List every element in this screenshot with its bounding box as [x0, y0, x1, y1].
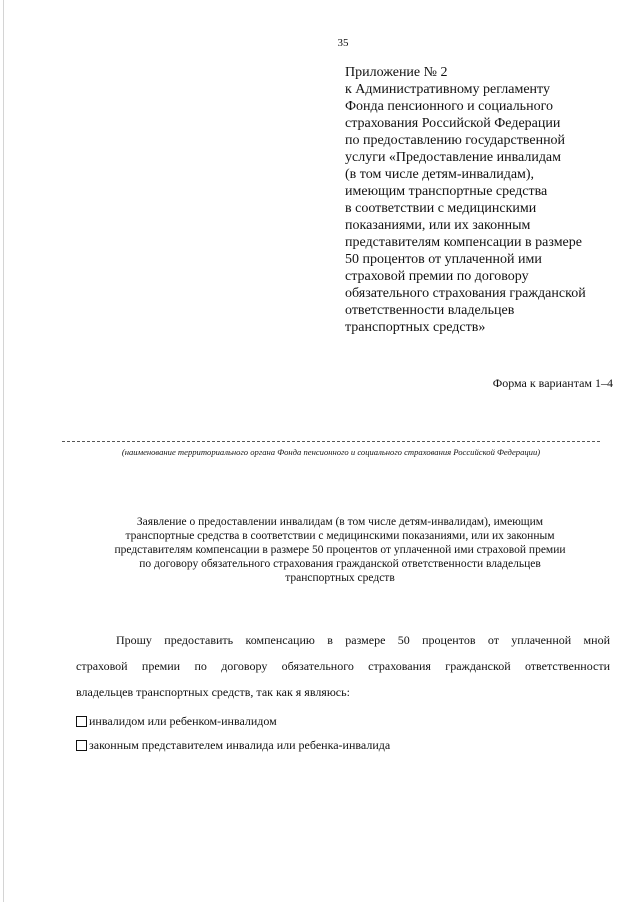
checkbox-icon[interactable]: [76, 716, 87, 727]
appendix-line: по предоставлению государственной: [345, 133, 566, 148]
appendix-line: Приложение № 2: [345, 65, 448, 80]
appendix-line: обязательного страхования гражданской: [345, 286, 586, 301]
body-line: страховой премии по договору обязательного страхования гражданской ответственности: [76, 659, 610, 673]
appendix-line: страхования Российской Федерации: [345, 116, 561, 131]
option-label: инвалидом или ребенком-инвалидом: [89, 713, 277, 728]
appendix-line: к Административному регламенту: [345, 82, 550, 97]
page-number: 35: [337, 37, 349, 49]
appendix-line: Фонда пенсионного и социального: [345, 99, 553, 114]
option-label: законным представителем инвалида или ребенка-инвалида: [89, 737, 391, 752]
option-legal-representative[interactable]: [76, 733, 610, 757]
title-line: представителям компенсации в размере 50 процентов от уплаченной ими страховой премии: [114, 544, 566, 556]
title-line: транспортные средства в соответствии с медицинскими показаниями, или их законным: [125, 530, 555, 542]
title-line: Заявление о предоставлении инвалидам (в том числе детям-инвалидам), имеющим: [136, 516, 544, 528]
appendix-line: транспортных средств»: [345, 320, 486, 335]
appendix-line: страховой премии по договору: [345, 269, 529, 284]
title-line: транспортных средств: [285, 572, 395, 584]
title-line: по договору обязательного страхования гражданской ответственности владельцев: [139, 558, 541, 570]
org-name-fill-line[interactable]: [62, 441, 600, 442]
checkbox-icon[interactable]: [76, 740, 87, 751]
appendix-line: представителям компенсации в размере: [345, 235, 582, 250]
body-line: владельцев транспортных средств, так как я являюсь:: [76, 685, 350, 699]
body-line: Прошу предоставить компенсацию в размере 50 процентов от уплаченной мной: [116, 633, 610, 647]
option-disabled-person[interactable]: [76, 709, 610, 733]
appendix-line: услуги «Предоставление инвалидам: [345, 150, 562, 165]
appendix-line: 50 процентов от уплаченной ими: [345, 252, 542, 267]
org-name-caption: (наименование территориального органа Фонда пенсионного и социального страхования Российской Федерации): [121, 447, 541, 457]
appendix-line: показаниями, или их законным: [345, 218, 531, 233]
appendix-line: ответственности владельцев: [345, 303, 515, 318]
appendix-header: [345, 64, 625, 336]
appendix-line: имеющим транспортные средства: [345, 184, 548, 199]
form-variant-label: Форма к вариантам 1–4: [492, 376, 613, 390]
application-title: [70, 515, 610, 585]
application-body: [76, 631, 610, 757]
appendix-line: (в том числе детям-инвалидам),: [345, 167, 535, 182]
appendix-line: в соответствии с медицинскими: [345, 201, 537, 216]
page-edge: [3, 0, 4, 902]
